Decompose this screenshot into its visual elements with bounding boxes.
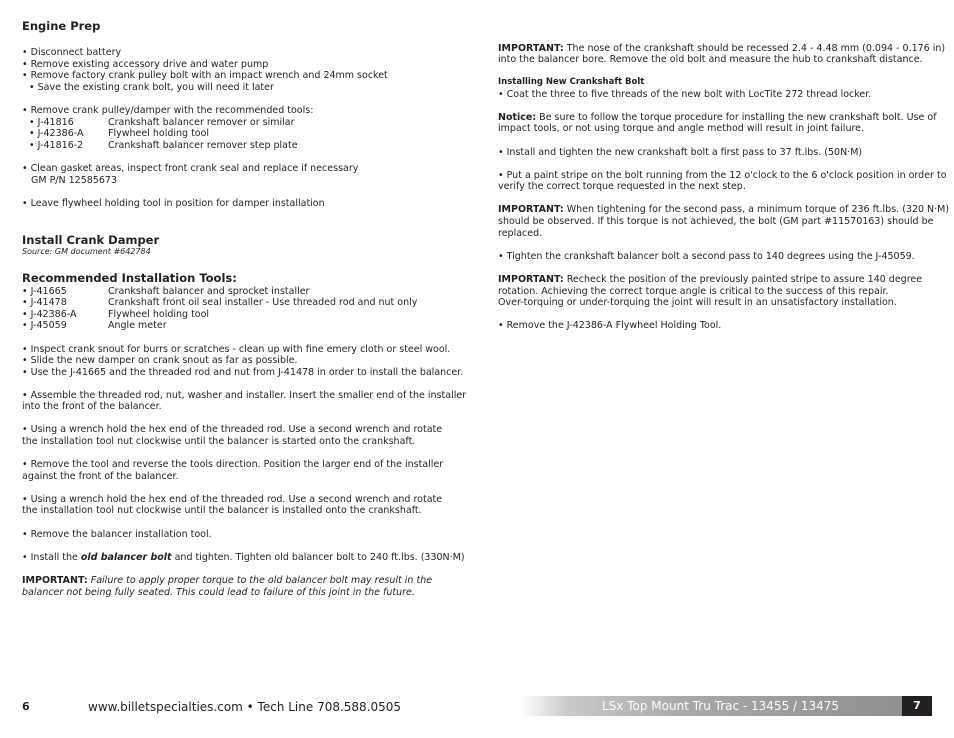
tool-code: • J-42386-A [22, 309, 77, 320]
notice-text: Be sure to follow the torque procedure for installing the new crankshaft bolt. Use of [536, 112, 937, 123]
install-step: • Use the J-41665 and the threaded rod and nut from J-41478 in order to install the balancer. [22, 367, 464, 378]
page-number-left: 6 [22, 700, 30, 713]
important-text: Recheck the position of the previously painted stripe to assure 140 degree [563, 274, 923, 285]
tool-desc: Crankshaft balancer remover step plate [108, 140, 298, 151]
tool-desc: Angle meter [108, 320, 167, 331]
install-step: against the front of the balancer. [22, 471, 179, 482]
bolt-step: • Install and tighten the new crankshaft bolt a first pass to 37 ft.lbs. (50N·M) [498, 147, 863, 158]
footer-title: LSx Top Mount Tru Trac - 13455 / 13475 [602, 699, 840, 713]
install-step: • Slide the new damper on crank snout as far as possible. [22, 355, 298, 366]
important-note [498, 274, 922, 286]
important-note [22, 575, 432, 587]
prep-step: • Clean gasket areas, inspect front crank seal and replace if necessary [22, 163, 359, 174]
install-step: • Using a wrench hold the hex end of the threaded rod. Use a second wrench and rotate [22, 424, 443, 435]
important-label: IMPORTANT: [498, 43, 564, 54]
important-text: into the balancer bore. Remove the old bolt and measure the hub to crankshaft distance. [498, 54, 923, 65]
recommended-tools-heading: Recommended Installation Tools: [22, 271, 237, 285]
tool-code: • J-45059 [22, 320, 67, 331]
bolt-step: • Coat the three to five threads of the new bolt with LocTite 272 thread locker. [498, 89, 872, 100]
prep-step: GM P/N 12585673 [31, 175, 117, 186]
important-label: IMPORTANT: [498, 274, 564, 285]
install-step: the installation tool nut clockwise until the balancer is started onto the crankshaft. [22, 436, 416, 447]
tool-desc: Crankshaft front oil seal installer - Use threaded rod and nut only [108, 297, 418, 308]
tool-code: • J-41816-2 [29, 140, 84, 151]
install-step: • Using a wrench hold the hex end of the threaded rod. Use a second wrench and rotate [22, 494, 443, 505]
tool-desc: Flywheel holding tool [108, 128, 210, 139]
install-step: into the front of the balancer. [22, 401, 162, 412]
prep-step: • Save the existing crank bolt, you will need it later [29, 82, 274, 93]
install-step: • Remove the balancer installation tool. [22, 529, 212, 540]
prep-step: • Disconnect battery [22, 47, 122, 58]
important-text: balancer not being fully seated. This could lead to failure of this joint in the future. [22, 587, 415, 598]
install-step: the installation tool nut clockwise until the balancer is installed onto the crankshaft. [22, 505, 422, 516]
tool-code: • J-41665 [22, 286, 67, 297]
source-note: Source: GM document #642784 [22, 247, 151, 256]
footer-url: www.billetspecialties.com • Tech Line 708.588.0505 [88, 700, 402, 714]
bolt-step: • Put a paint stripe on the bolt running from the 12 o'clock to the 6 o'clock position in order to [498, 170, 947, 181]
important-label: IMPORTANT: [22, 575, 88, 586]
important-text: replaced. [498, 228, 543, 239]
old-balancer-bolt-emphasis: old balancer bolt [80, 552, 172, 563]
prep-step: • Remove factory crank pulley bolt with an impact wrench and 24mm socket [22, 70, 388, 81]
bolt-step: • Tighten the crankshaft balancer bolt a second pass to 140 degrees using the J-45059. [498, 251, 915, 262]
prep-step: • Remove existing accessory drive and water pump [22, 59, 269, 70]
prep-step: • Leave flywheel holding tool in position for damper installation [22, 198, 325, 209]
tool-code: • J-42386-A [29, 128, 84, 139]
tool-desc: Crankshaft balancer and sprocket installer [108, 286, 310, 297]
important-text: Failure to apply proper torque to the old balancer bolt may result in the [87, 575, 433, 586]
footer-right-bar [520, 696, 932, 716]
important-note [498, 204, 949, 216]
notice-note [498, 112, 937, 124]
important-text: should be observed. If this torque is not achieved, the bolt (GM part #11570163) should be [498, 216, 934, 227]
bolt-step: • Remove the J-42386-A Flywheel Holding Tool. [498, 320, 722, 331]
tool-desc: Crankshaft balancer remover or similar [108, 117, 295, 128]
step-text: and tighten. Tighten old balancer bolt to 240 ft.lbs. (330N·M) [171, 552, 465, 563]
install-step: • Assemble the threaded rod, nut, washer and installer. Insert the smaller end of the installer [22, 390, 467, 401]
important-note [498, 43, 945, 55]
tool-code: • J-41478 [22, 297, 67, 308]
install-step: • Remove the tool and reverse the tools direction. Position the larger end of the installer [22, 459, 444, 470]
new-bolt-heading: Installing New Crankshaft Bolt [498, 77, 645, 87]
important-text: When tightening for the second pass, a minimum torque of 236 ft.lbs. (320 N·M) [563, 204, 950, 215]
notice-label: Notice: [498, 112, 537, 123]
page-number-right: 7 [902, 696, 932, 716]
prep-step: • Remove crank pulley/damper with the recommended tools: [22, 105, 314, 116]
important-text: Over-torquing or under-torquing the joint will result in an unsatisfactory installation. [498, 297, 897, 308]
tool-code: • J-41816 [29, 117, 74, 128]
step-text: • Install the [22, 552, 81, 563]
important-text: rotation. Achieving the correct torque angle is critical to the success of this repair. [498, 286, 889, 297]
install-step: • Inspect crank snout for burrs or scratches - clean up with fine emery cloth or steel wool. [22, 344, 451, 355]
notice-text: impact tools, or not using torque and angle method will result in joint failure. [498, 123, 865, 134]
install-crank-damper-heading: Install Crank Damper [22, 233, 160, 247]
important-label: IMPORTANT: [498, 204, 564, 215]
tool-desc: Flywheel holding tool [108, 309, 210, 320]
important-text: The nose of the crankshaft should be recessed 2.4 - 4.48 mm (0.094 - 0.176 in) [563, 43, 946, 54]
install-step [22, 552, 465, 564]
bolt-step: verify the correct torque requested in the next step. [498, 181, 746, 192]
engine-prep-heading: Engine Prep [22, 19, 101, 33]
